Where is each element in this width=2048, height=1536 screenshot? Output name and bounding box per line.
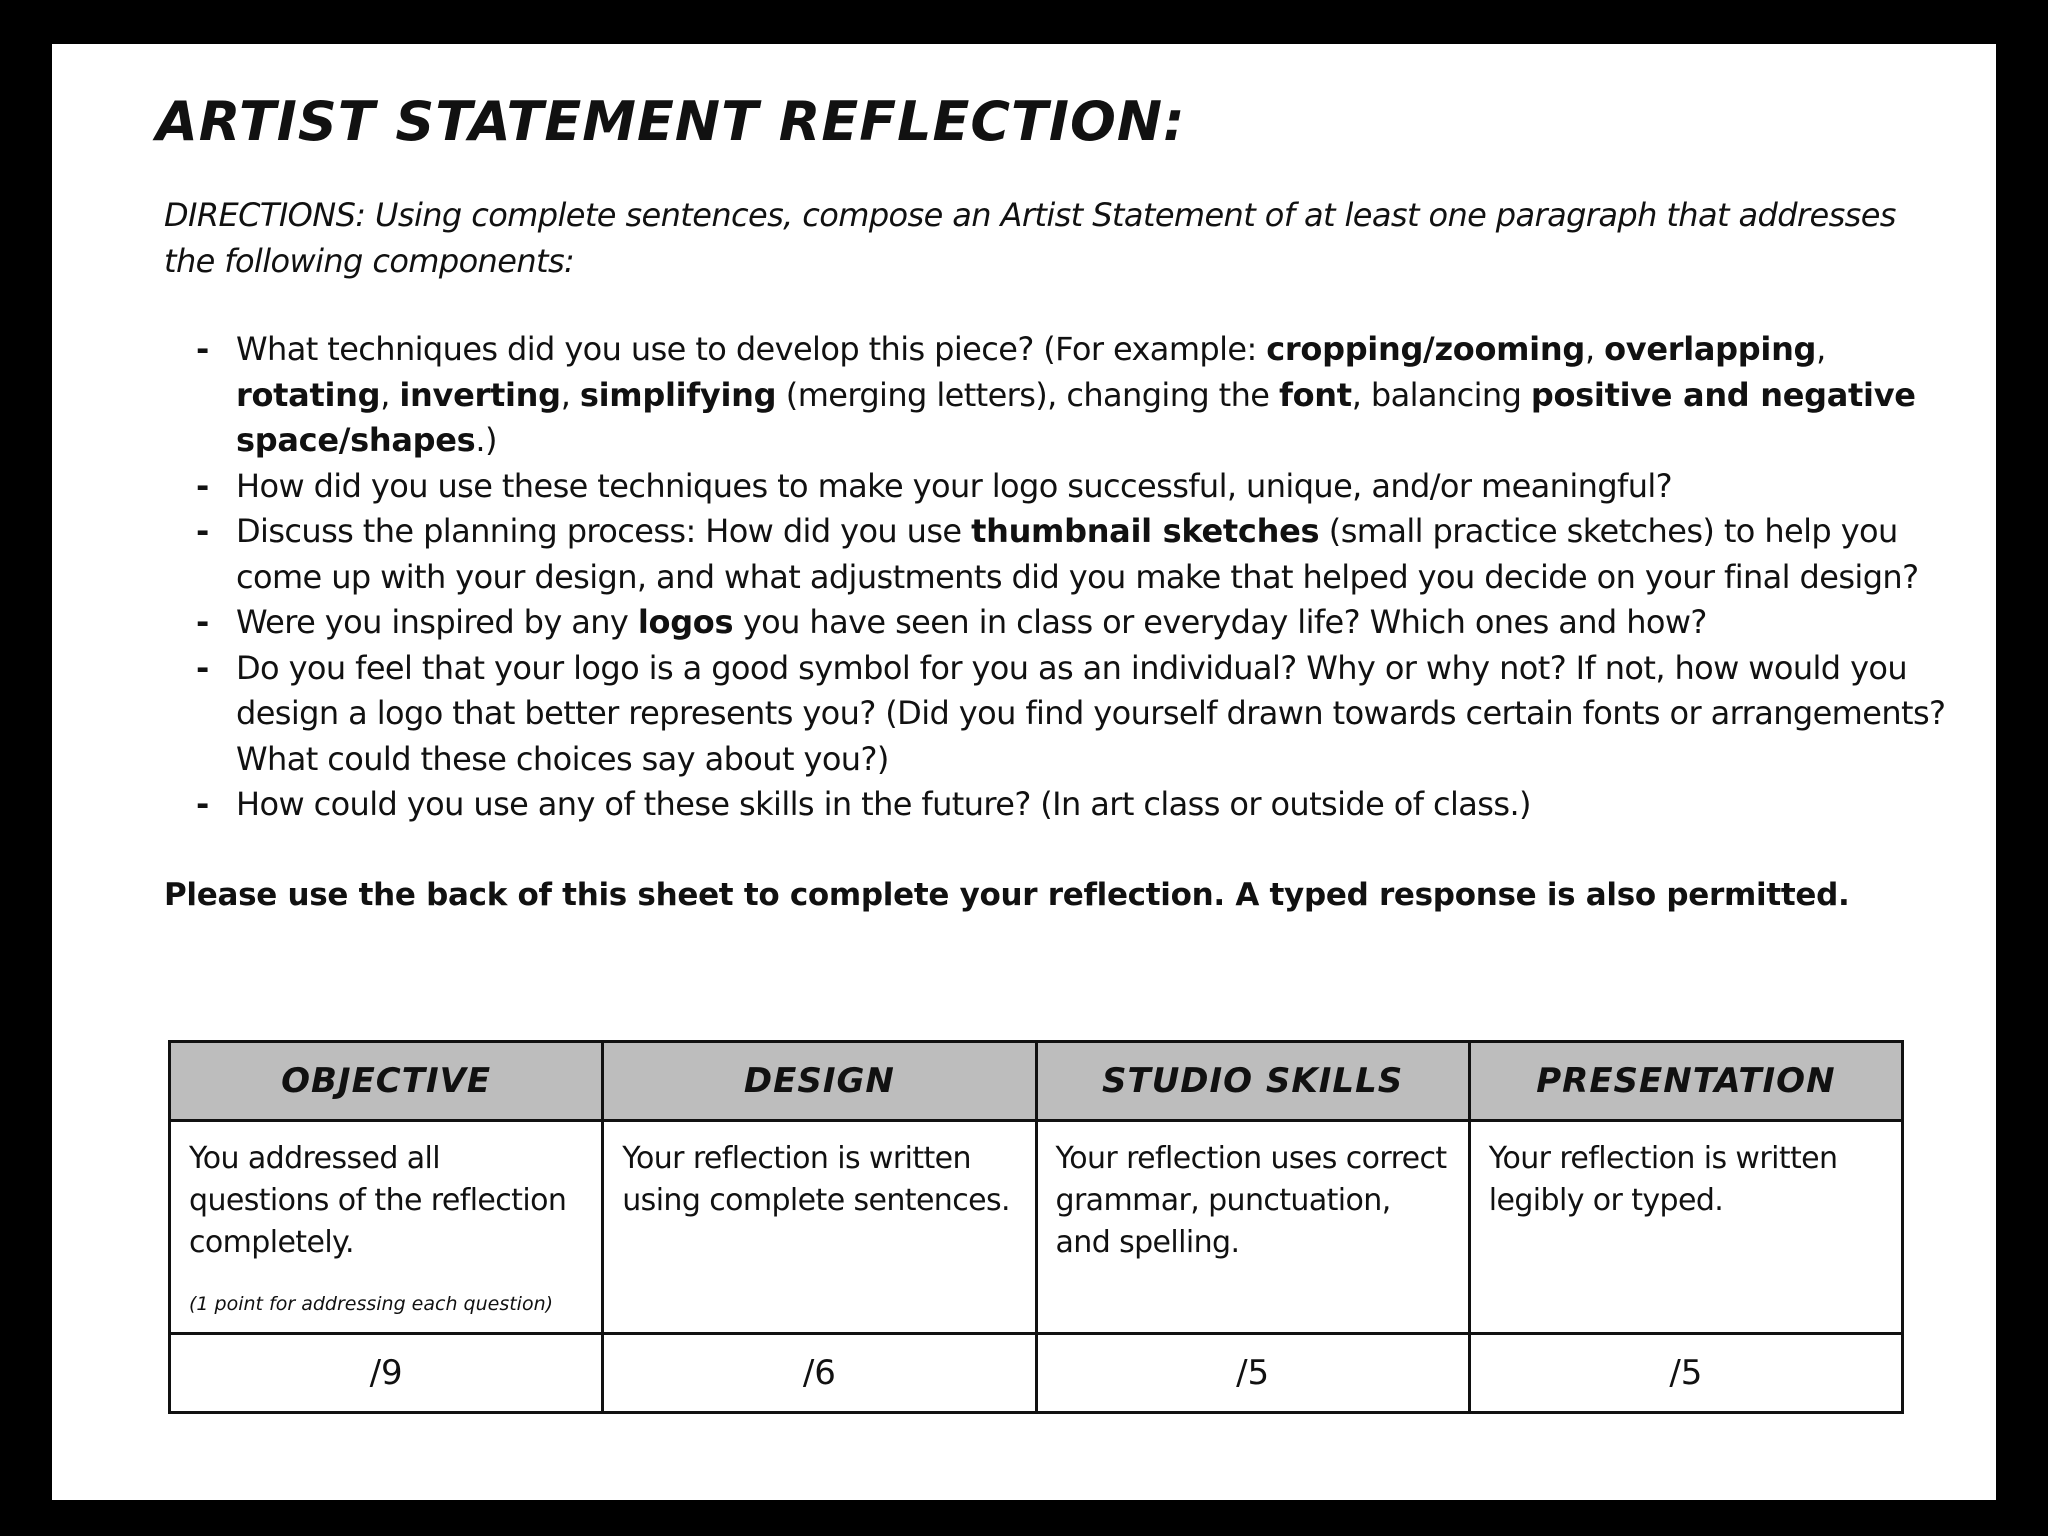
keyword: logos xyxy=(637,603,734,641)
rubric-score-presentation: /5 xyxy=(1469,1334,1902,1413)
rubric-score-objective: /9 xyxy=(170,1334,603,1413)
rubric-score-row xyxy=(170,1334,1903,1413)
keyword: simplifying xyxy=(579,375,777,414)
question-item-meaning: - How did you use these techniques to make your logo successful, unique, and/or meaningful? xyxy=(196,464,1956,510)
bullet-dash: - xyxy=(196,466,209,505)
question-item-inspiration: - Were you inspired by any logos you have seen in class or everyday life? Which ones and how? xyxy=(196,600,1956,646)
rubric-header-studio-skills: STUDIO SKILLS xyxy=(1036,1042,1469,1121)
worksheet-page xyxy=(52,44,1996,1500)
question-item-techniques: - What techniques did you use to develop this piece? (For example: cropping/zooming, overlapping, rotating, inverting, simplifying (merging letters), changing the font, balancing positive and negative space/shapes.) xyxy=(196,327,1956,464)
rubric-table xyxy=(168,1040,1904,1414)
rubric-header-row xyxy=(170,1042,1903,1121)
question-item-planning: - Discuss the planning process: How did you use thumbnail sketches (small practice sketches) to help you come up with your design, and what adjustments did you make that helped you decide on your final design? xyxy=(196,509,1956,600)
keyword: rotating xyxy=(236,375,381,414)
bullet-dash: - xyxy=(196,603,209,641)
rubric-footnote: (1 point for addressing each question) xyxy=(189,1293,554,1315)
rubric-cell-objective xyxy=(170,1121,603,1334)
rubric-description-text: Your reflection is written legibly or typed. xyxy=(1488,1141,1838,1218)
bullet-dash: - xyxy=(196,330,209,368)
keyword: positive and negative space/shapes xyxy=(236,375,1916,459)
keyword: inverting xyxy=(399,375,561,414)
keyword: font xyxy=(1278,375,1352,414)
rubric-description-text: Your reflection uses correct grammar, punctuation, and spelling. xyxy=(1055,1141,1447,1260)
instructions-note: Please use the back of this sheet to complete your reflection. A typed response is also permitted. xyxy=(164,877,1850,913)
rubric-header-objective: OBJECTIVE xyxy=(170,1042,603,1121)
rubric-score-studio-skills: /5 xyxy=(1036,1334,1469,1413)
rubric-description-row xyxy=(170,1121,1903,1334)
bullet-dash: - xyxy=(196,785,209,823)
question-list xyxy=(196,327,1956,828)
rubric-cell-design xyxy=(603,1121,1036,1334)
page-title: ARTIST STATEMENT REFLECTION: xyxy=(156,90,1186,153)
rubric-cell-studio-skills xyxy=(1036,1121,1469,1334)
question-item-future: - How could you use any of these skills in the future? (In art class or outside of class.) xyxy=(196,782,1956,828)
rubric-header-design: DESIGN xyxy=(603,1042,1036,1121)
keyword: overlapping xyxy=(1604,330,1817,368)
keyword: cropping/zooming xyxy=(1266,330,1585,368)
directions-text: DIRECTIONS: Using complete sentences, compose an Artist Statement of at least one paragraph that addresses the following components: xyxy=(164,196,1896,280)
rubric-score-design: /6 xyxy=(603,1334,1036,1413)
keyword: thumbnail sketches xyxy=(971,512,1320,550)
rubric-cell-presentation xyxy=(1469,1121,1902,1334)
bullet-dash: - xyxy=(196,512,209,550)
rubric-header-presentation: PRESENTATION xyxy=(1469,1042,1902,1121)
question-item-symbol: - Do you feel that your logo is a good symbol for you as an individual? Why or why not? If not, how would you design a logo that better represents you? (Did you find yourself drawn towards certain fonts or arrangements? What could these choices say about you?) xyxy=(196,646,1956,783)
rubric-description-text: You addressed all questions of the reflection completely. xyxy=(189,1141,567,1260)
rubric-description-text: Your reflection is written using complete sentences. xyxy=(622,1141,1010,1218)
bullet-dash: - xyxy=(196,648,209,687)
